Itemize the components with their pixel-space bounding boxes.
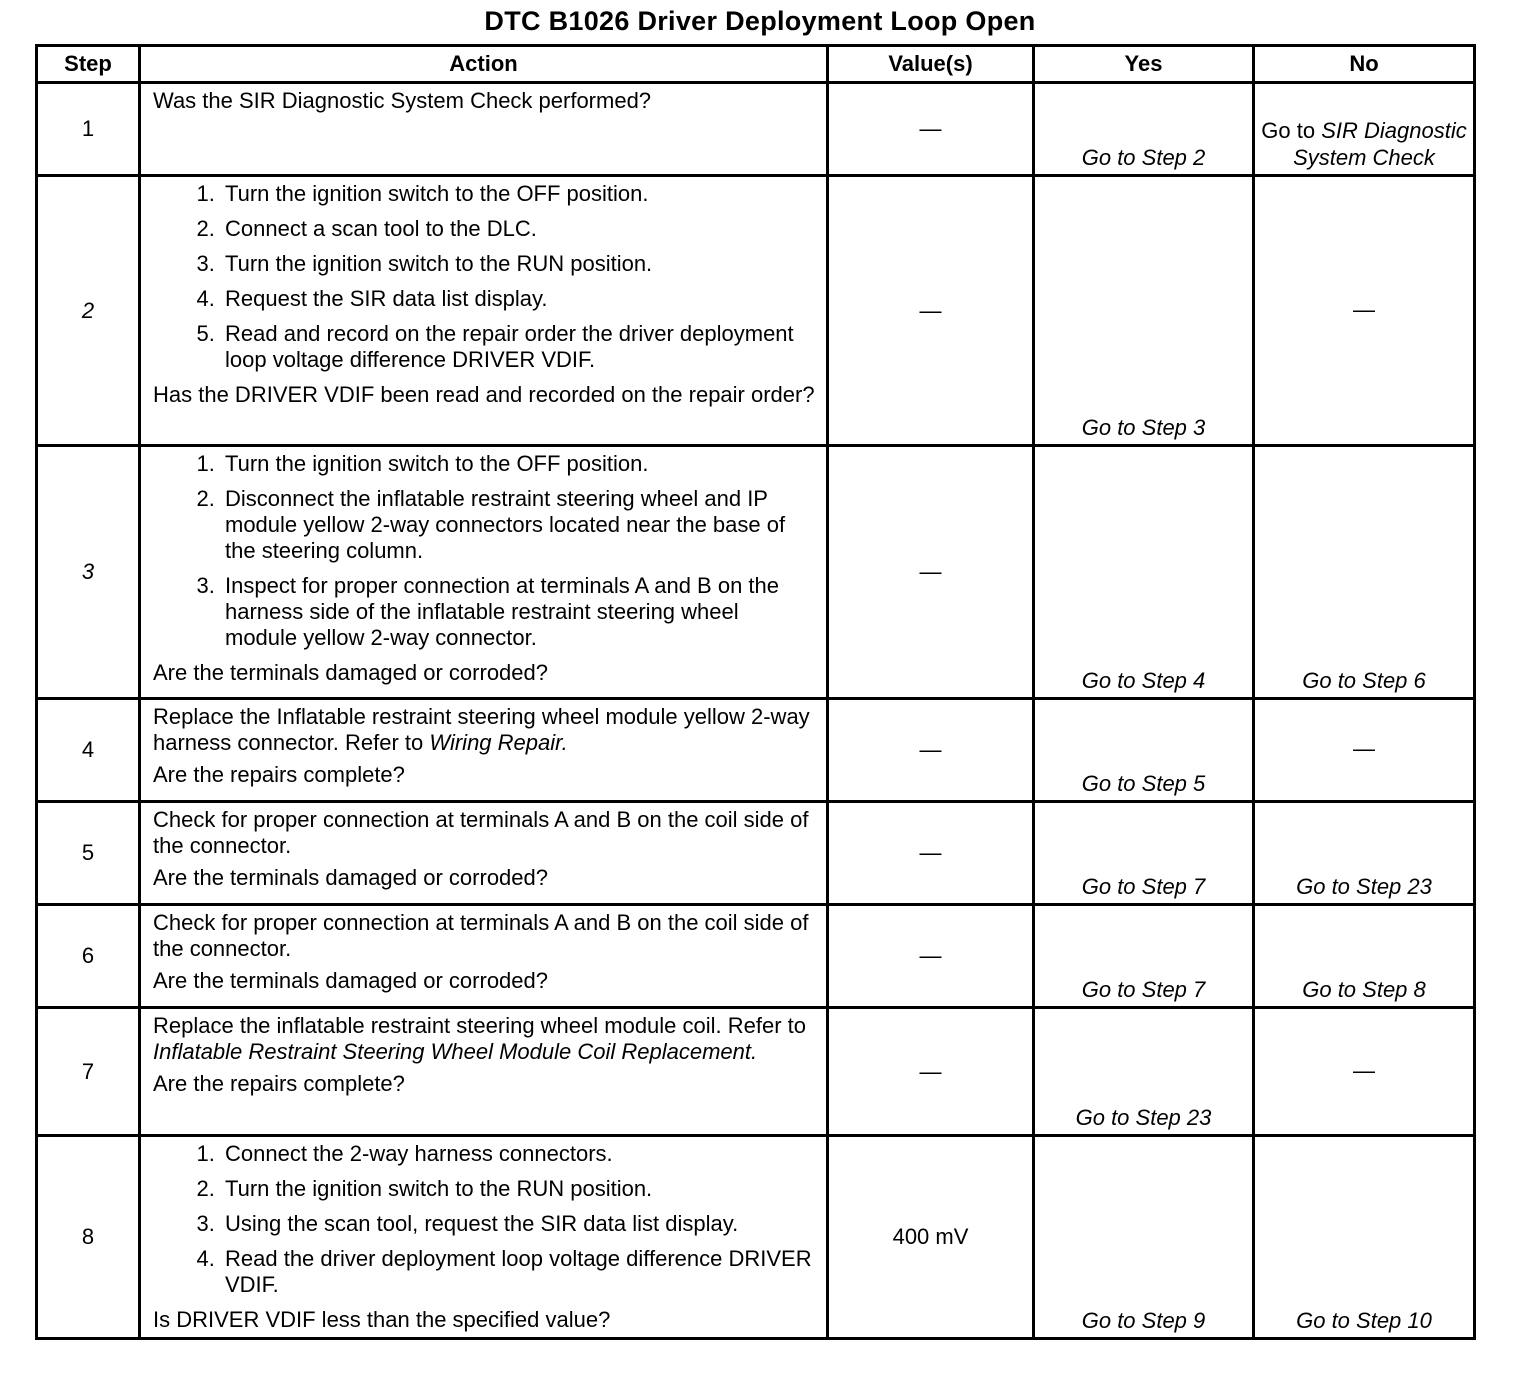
- action-question: Is DRIVER VDIF less than the specified value?: [153, 1307, 611, 1332]
- yes-cell: Go to Step 3: [1034, 176, 1254, 446]
- table-row: [37, 905, 1475, 1008]
- no-cell: —: [1254, 176, 1475, 446]
- value-cell: —: [828, 176, 1034, 446]
- step-number: 3: [37, 446, 140, 699]
- value-cell: —: [828, 802, 1034, 905]
- yes-cell: Go to Step 7: [1034, 905, 1254, 1008]
- action-item: 1. Connect the 2-way harness connectors.: [221, 1141, 816, 1167]
- action-question: Are the terminals damaged or corroded?: [153, 660, 548, 685]
- action-question: Was the SIR Diagnostic System Check performed?: [153, 88, 652, 113]
- action-list: [153, 181, 816, 373]
- action-cell: [140, 1136, 828, 1339]
- no-cell: —: [1254, 1008, 1475, 1136]
- yes-cell: Go to Step 23: [1034, 1008, 1254, 1136]
- action-text: Replace the Inflatable restraint steering wheel module yellow 2-way harness connector. Refer to: [153, 704, 810, 755]
- no-prefix: Go to: [1261, 118, 1316, 143]
- header-yes: Yes: [1034, 46, 1254, 83]
- value-cell: —: [828, 1008, 1034, 1136]
- action-question: Are the terminals damaged or corroded?: [153, 865, 548, 890]
- action-text: Check for proper connection at terminals A and B on the coil side of the connector.: [153, 910, 809, 961]
- table-row: [37, 1136, 1475, 1339]
- no-cell: Go to Step 23: [1254, 802, 1475, 905]
- action-item: 1. Turn the ignition switch to the OFF position.: [221, 181, 816, 207]
- no-cell: —: [1254, 699, 1475, 802]
- yes-cell: Go to Step 5: [1034, 699, 1254, 802]
- action-question: Has the DRIVER VDIF been read and recorded on the repair order?: [153, 382, 815, 407]
- header-step: Step: [37, 46, 140, 83]
- action-cell: [140, 176, 828, 446]
- table-row: [37, 83, 1475, 176]
- action-item: 2. Connect a scan tool to the DLC.: [221, 216, 816, 242]
- action-text: Replace the inflatable restraint steering wheel module coil. Refer to: [153, 1013, 807, 1038]
- action-list: [153, 1141, 816, 1298]
- yes-cell: Go to Step 2: [1034, 83, 1254, 176]
- action-list: [153, 451, 816, 651]
- table-row: [37, 802, 1475, 905]
- step-number: 4: [37, 699, 140, 802]
- action-item: 5. Read and record on the repair order the driver deployment loop voltage difference DRIVER VDIF.: [221, 321, 816, 373]
- step-number: 2: [37, 176, 140, 446]
- value-cell: —: [828, 699, 1034, 802]
- action-item: 1. Turn the ignition switch to the OFF position.: [221, 451, 816, 477]
- action-item: 2. Disconnect the inflatable restraint steering wheel and IP module yellow 2-way connectors located near the base of the steering column.: [221, 486, 816, 564]
- action-cell: [140, 1008, 828, 1136]
- action-item: 3. Inspect for proper connection at terminals A and B on the harness side of the inflatable restraint steering wheel module yellow 2-way connector.: [221, 573, 816, 651]
- value-cell: —: [828, 83, 1034, 176]
- action-reference: Inflatable Restraint Steering Wheel Module Coil Replacement.: [153, 1039, 758, 1064]
- action-question: Are the repairs complete?: [153, 1071, 405, 1096]
- step-number: 8: [37, 1136, 140, 1339]
- action-cell: [140, 699, 828, 802]
- action-question: Are the terminals damaged or corroded?: [153, 968, 548, 993]
- no-cell: [1254, 83, 1475, 176]
- yes-cell: Go to Step 7: [1034, 802, 1254, 905]
- action-cell: [140, 802, 828, 905]
- no-cell: Go to Step 8: [1254, 905, 1475, 1008]
- table-header-row: [37, 46, 1475, 83]
- diagnostic-table: [35, 44, 1476, 1340]
- table-row: [37, 176, 1475, 446]
- action-cell: [140, 83, 828, 176]
- header-no: No: [1254, 46, 1475, 83]
- header-values: Value(s): [828, 46, 1034, 83]
- page-title: DTC B1026 Driver Deployment Loop Open: [484, 6, 1036, 36]
- no-cell: Go to Step 10: [1254, 1136, 1475, 1339]
- no-cell: Go to Step 6: [1254, 446, 1475, 699]
- action-reference: Wiring Repair.: [429, 730, 568, 755]
- table-row: [37, 446, 1475, 699]
- yes-cell: Go to Step 9: [1034, 1136, 1254, 1339]
- step-number: 5: [37, 802, 140, 905]
- value-cell: —: [828, 446, 1034, 699]
- step-number: 6: [37, 905, 140, 1008]
- value-cell: —: [828, 905, 1034, 1008]
- action-cell: [140, 905, 828, 1008]
- table-row: [37, 1008, 1475, 1136]
- no-reference: SIR Diagnostic System Check: [1293, 118, 1467, 170]
- action-item: 3. Using the scan tool, request the SIR data list display.: [221, 1211, 816, 1237]
- action-item: 4. Read the driver deployment loop voltage difference DRIVER VDIF.: [221, 1246, 816, 1298]
- value-cell: 400 mV: [828, 1136, 1034, 1339]
- step-number: 7: [37, 1008, 140, 1136]
- table-row: [37, 699, 1475, 802]
- action-item: 4. Request the SIR data list display.: [221, 286, 816, 312]
- action-item: 3. Turn the ignition switch to the RUN position.: [221, 251, 816, 277]
- header-action: Action: [140, 46, 828, 83]
- action-cell: [140, 446, 828, 699]
- yes-cell: Go to Step 4: [1034, 446, 1254, 699]
- action-item: 2. Turn the ignition switch to the RUN position.: [221, 1176, 816, 1202]
- step-number: 1: [37, 83, 140, 176]
- action-text: Check for proper connection at terminals A and B on the coil side of the connector.: [153, 807, 809, 858]
- action-question: Are the repairs complete?: [153, 762, 405, 787]
